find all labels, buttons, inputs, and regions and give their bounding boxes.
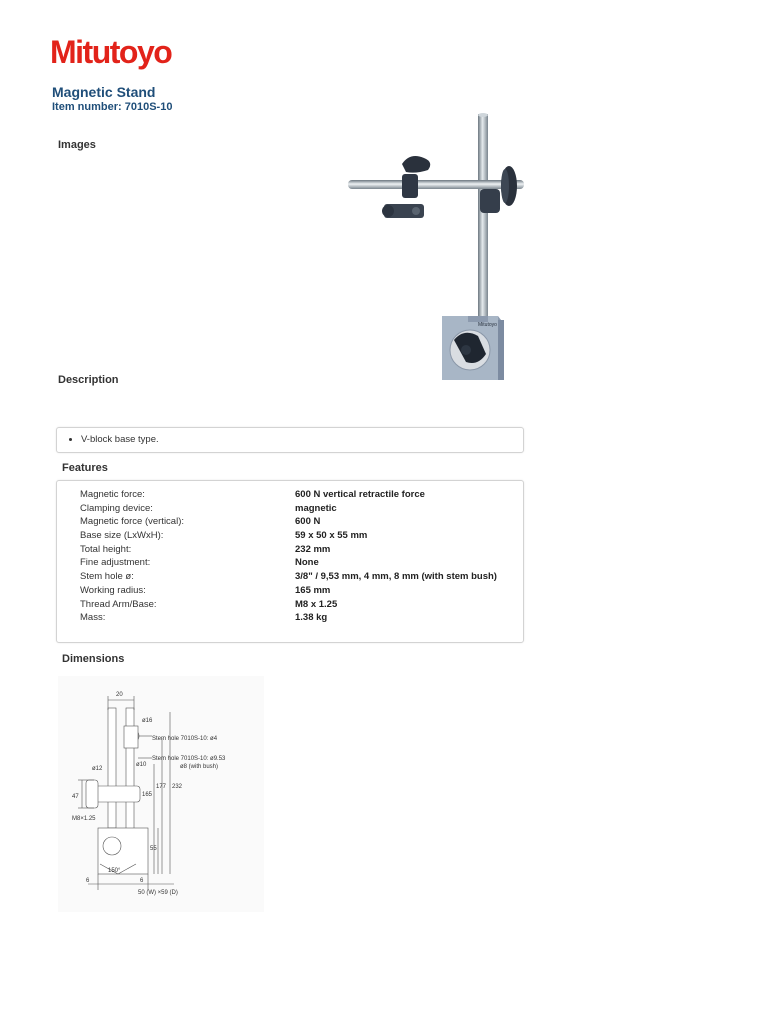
feature-key: Stem hole ø: [80, 571, 134, 583]
feature-value: 3/8" / 9,53 mm, 4 mm, 8 mm (with stem bush) [295, 571, 497, 583]
features-heading: Features [62, 462, 108, 474]
description-item: V-block base type. [81, 434, 523, 445]
description-heading: Description [58, 374, 119, 386]
images-heading: Images [58, 139, 96, 151]
feature-value: 59 x 50 x 55 mm [295, 530, 368, 542]
horizontal-arm [348, 180, 524, 189]
features-table [80, 489, 505, 626]
dim-top-width: 20 [116, 692, 123, 698]
feature-value: 232 mm [295, 543, 331, 555]
dim-h165: 165 [142, 792, 153, 798]
feature-key: Clamping device: [80, 502, 153, 514]
feature-key: Total height: [80, 543, 132, 555]
dim-base-size: 50 (W) ×59 (D) [138, 890, 178, 896]
feature-value: 600 N vertical retractile force [295, 489, 425, 500]
feature-row [80, 489, 505, 503]
dim-side-right: 6 [140, 878, 144, 884]
feature-row [80, 557, 505, 571]
feature-value: 165 mm [295, 584, 331, 596]
dimensions-heading: Dimensions [62, 653, 125, 665]
description-list [57, 428, 523, 445]
feature-key: Magnetic force (vertical): [80, 516, 185, 528]
mitutoyo-logo[interactable]: Mitutoyo [50, 34, 172, 70]
dimension-drawing [58, 676, 264, 912]
feature-row [80, 585, 505, 599]
dim-d12: ø12 [92, 766, 103, 772]
feature-row [80, 503, 505, 517]
feature-row [80, 612, 505, 626]
dim-stem-hole-3: ø8 (with bush) [180, 764, 219, 770]
dim-h177: 177 [156, 784, 167, 790]
dim-side-left: 6 [86, 878, 90, 884]
dim-m8: M8×1.25 [72, 816, 96, 822]
wing-knob [402, 156, 430, 173]
feature-key: Thread Arm/Base: [80, 598, 157, 610]
feature-row [80, 516, 505, 530]
feature-value: M8 x 1.25 [295, 598, 338, 610]
dim-h232: 232 [172, 784, 183, 790]
page-title: Magnetic Stand [52, 84, 156, 100]
dim-h55: 55 [150, 846, 157, 852]
base-brand-label: Mitutoyo [478, 322, 497, 328]
dim-d10: ø10 [136, 762, 147, 768]
features-box [56, 480, 524, 643]
feature-row [80, 571, 505, 585]
feature-row [80, 530, 505, 544]
feature-value: None [295, 557, 319, 569]
dim-d16: ø16 [142, 718, 153, 724]
dim-stem-hole-2: Stem hole 7010S-10: ø9.53 [152, 756, 226, 762]
feature-key: Working radius: [80, 584, 146, 596]
vertical-rod [478, 114, 488, 324]
feature-value: magnetic [295, 502, 337, 514]
feature-value: 1.38 kg [295, 612, 328, 624]
dim-stem-hole-1: Stem hole 7010S-10: ø4 [152, 736, 218, 742]
feature-row [80, 544, 505, 558]
feature-row [80, 599, 505, 613]
feature-key: Base size (LxWxH): [80, 530, 164, 542]
item-number: Item number: 7010S-10 [52, 101, 173, 113]
dim-angle: 150° [108, 868, 121, 874]
dim-h47: 47 [72, 794, 79, 800]
feature-value: 600 N [295, 516, 321, 528]
description-box [56, 427, 524, 453]
feature-key: Magnetic force: [80, 489, 145, 500]
feature-key: Fine adjustment: [80, 557, 151, 569]
product-image [306, 104, 530, 420]
feature-key: Mass: [80, 612, 106, 624]
